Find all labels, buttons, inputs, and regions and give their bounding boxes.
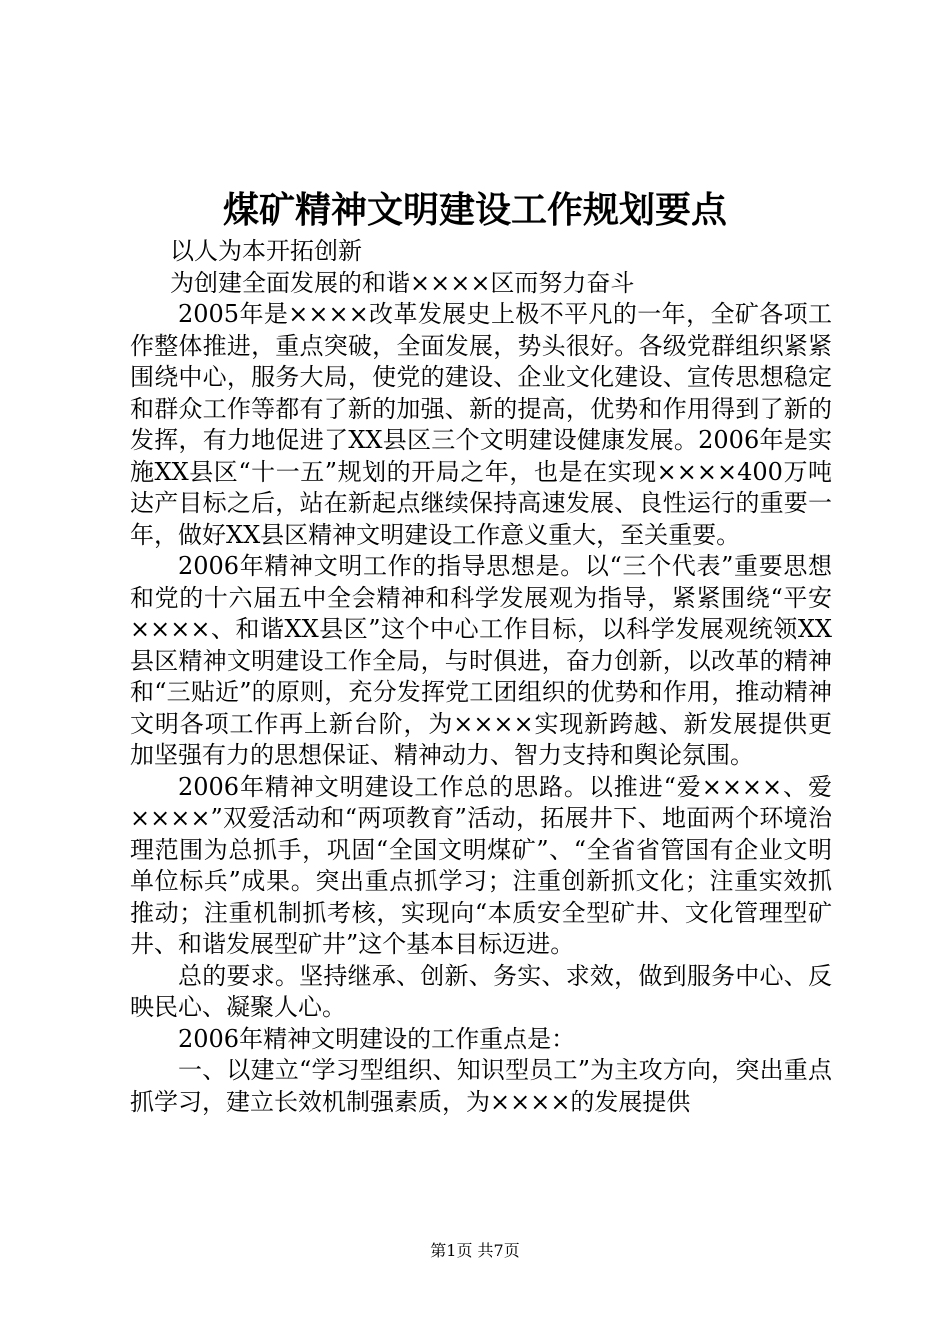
document-body (130, 236, 832, 1118)
paragraph-key-work-heading: 2006年精神文明建设的工作重点是： (178, 1024, 576, 1053)
paragraph-intro: 2005年是××××改革发展史上极不平凡的一年，全矿各项工作整体推进，重点突破，全面发展，势头很好。各级党群组织紧紧围绕中心，服务大局，使党的建设、企业文化建设、宣传思想稳定和群众工作等都有了新的加强、新的提高，优势和作用得到了新的发挥，有力地促进了XX县区三个文明建设健康发展。2006年是实施XX县区“十一五”规划的开局之年，也是在实现××××400万吨达产目标之后，站在新起点继续保持高速发展、良性运行的重要一年，做好XX县区精神文明建设工作意义重大，至关重要。 (130, 300, 832, 549)
paragraph-guiding-ideology: 2006年精神文明工作的指导思想是。以“三个代表”重要思想和党的十六届五中全会精神和科学发展观为指导，紧紧围绕“平安××××、和谐XX县区”这个中心工作目标，以科学发展观统领XX县区精神文明建设工作全局，与时俱进，奋力创新，以改革的精神和“三贴近”的原则，充分发挥党工团组织的优势和作用，推动精神文明各项工作再上新台阶，为××××实现新跨越、新发展提供更加坚强有力的思想保证、精神动力、智力支持和舆论氛围。 (130, 552, 832, 769)
document-title: 煤矿精神文明建设工作规划要点 (222, 189, 727, 231)
paragraph-subtitle-2: 为创建全面发展的和谐××××区而努力奋斗 (170, 268, 635, 297)
paragraph-key-work-item-1: 一、以建立“学习型组织、知识型员工”为主攻方向，突出重点抓学习，建立长效机制强素质，为××××的发展提供 (130, 1056, 832, 1116)
paragraph-subtitle-1: 以人为本开拓创新 (170, 237, 362, 265)
page-number-footer: 第1页 共7页 (430, 1241, 520, 1260)
paragraph-overall-requirements: 总的要求。坚持继承、创新、务实、求效，做到服务中心、反映民心、凝聚人心。 (130, 961, 832, 1021)
paragraph-overall-approach: 2006年精神文明建设工作总的思路。以推进“爱××××、爱××××”双爱活动和“两项教育”活动，拓展井下、地面两个环境治理范围为总抓手，巩固“全国文明煤矿”、“全省省管国有企业文明单位标兵”成果。突出重点抓学习；注重创新抓文化；注重实效抓推动；注重机制抓考核，实现向“本质安全型矿井、文化管理型矿井、和谐发展型矿井”这个基本目标迈进。 (130, 772, 832, 958)
